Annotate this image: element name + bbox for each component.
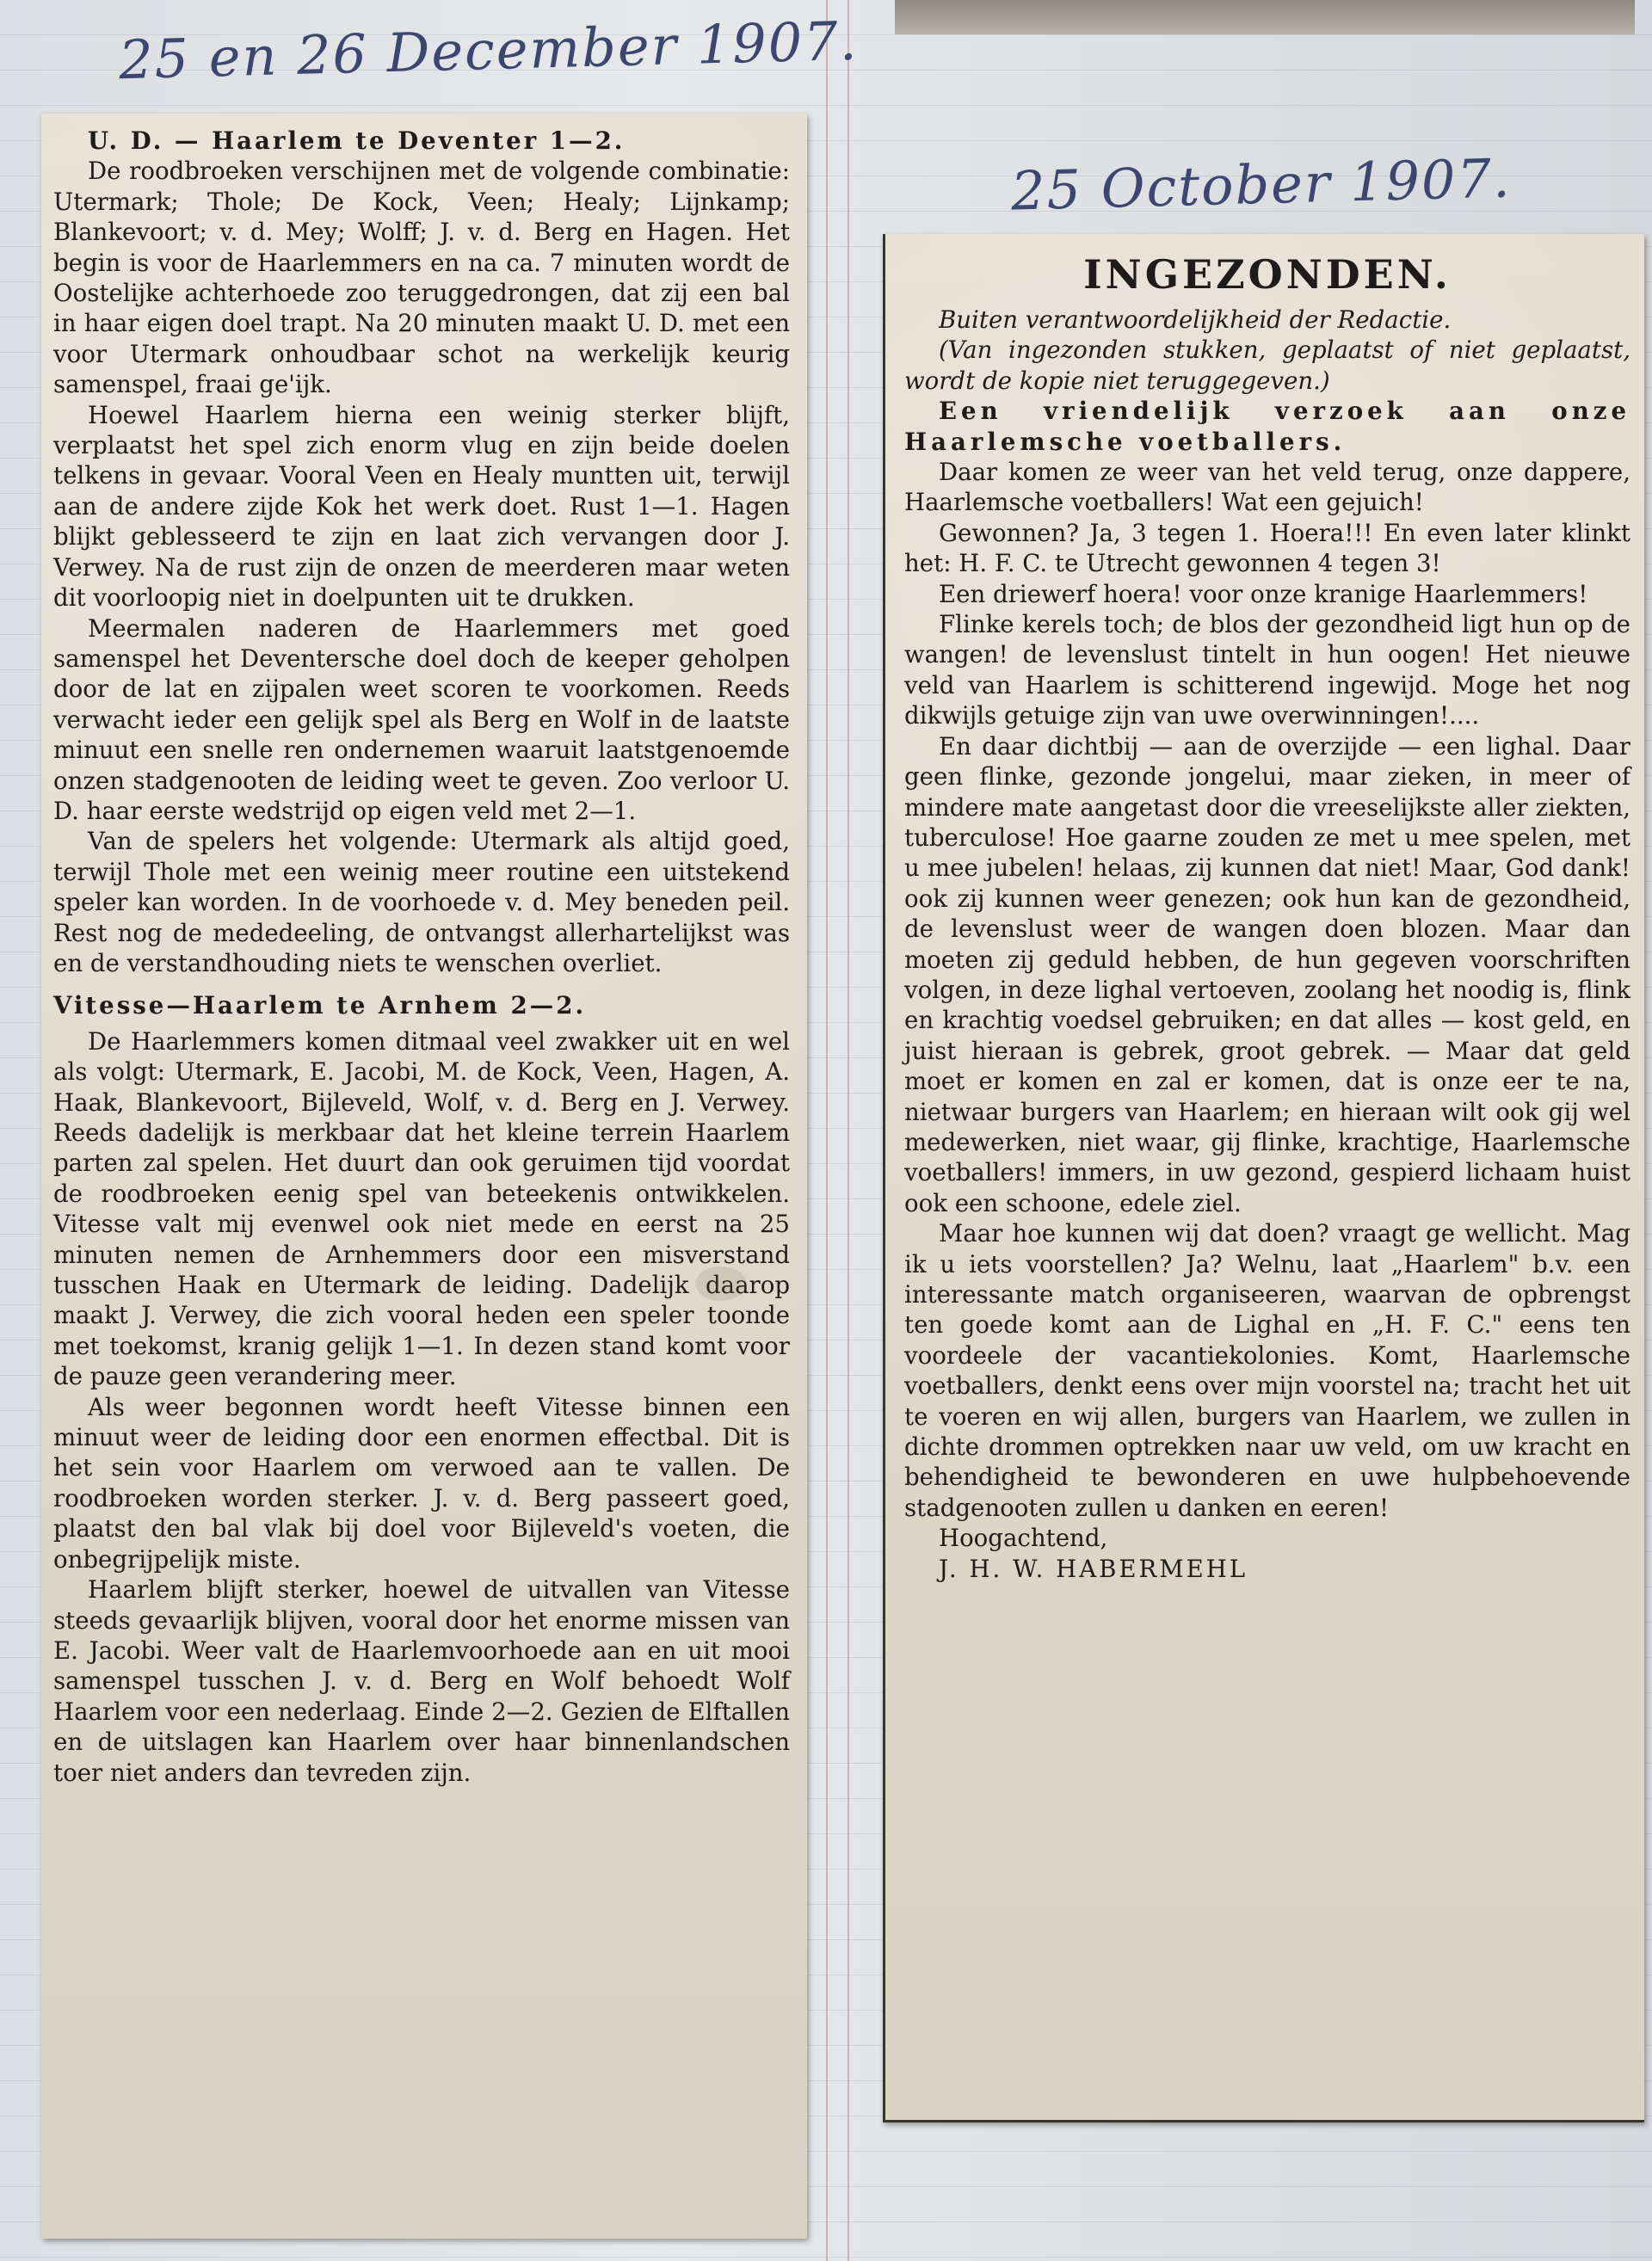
letter-signature: J. H. W. HABERMEHL	[939, 1554, 1248, 1583]
paper-stain	[695, 1266, 747, 1301]
letter-paragraph: Daar komen ze weer van het veld terug, onze dappere, Haarlemsche voetballers! Wat een gejuich!	[904, 458, 1630, 517]
letter-paragraph: En daar dichtbij — aan de overzijde — een lighal. Daar geen flinke, gezonde jongelui, maar zieken, in meer of mindere mate aangetast door die vreeselijkste aller ziekten, tuberculose! Hoe gaarne zouden ze met u mee spelen, met u mee jubelen! helaas, zij kunnen dat niet! Maar, God dank! ook zij kunnen weer genezen; ook hun kan de gezondheid, de levenslust weer de wangen doen blozen. Maar dan moeten zij geduld hebben, de hun gegeven voorschriften volgen, in deze lighal vertoeven, zoolang het noodig is, flink en krachtig voedsel gebruiken; en dat alles — kost geld, en juist hieraan is gebrek, groot gebrek. — Maar dat geld moet er komen en zal er komen, dat is onze eer te na, nietwaar burgers van Haarlem; en hieraan wilt ook gij wel medewerken, niet waar, gij flinke, krachtige, Haarlemsche voetballers! immers, in uw gezond, gespierd lichaam huist ook een schoone, edele ziel.	[904, 731, 1630, 1217]
article-paragraph: De roodbroeken verschijnen met de volgende combinatie: Utermark; Thole; De Kock, Veen; Healy; Lijnkamp; Blankevoort; v. d. Mey; Wolff; J. v. d. Berg en Hagen. Het begin is voor de Haarlemmers en na ca. 7 minuten wordt de Oostelijke achterhoede zoo teruggedrongen, dat zij een bal in haar eigen doel trapt. Na 20 minuten maakt U. D. met een voor Utermark onhoudbaar schot na werkelijk keurig samenspel, fraai ge'ijk.	[53, 157, 790, 399]
page-edge	[895, 0, 1635, 34]
letter-paragraph: Een driewerf hoera! voor onze kranige Haarlemmers!	[939, 579, 1588, 608]
article-paragraph: Als weer begonnen wordt heeft Vitesse binnen een minuut weer de leiding door een enormen effectbal. Dit is het sein voor Haarlem om verwoed aan te vallen. De roodbroeken worden sterker. J. v. d. Berg passeert goed, plaatst den bal vlak bij doel voor Bijleveld's voeten, die onbegrijpelijk miste.	[53, 1392, 790, 1574]
article-paragraph: Hoewel Haarlem hierna een weinig sterker blijft, verplaatst het spel zich enorm vlug en zijn beide doelen telkens in gevaar. Vooral Veen en Healy muntten uit, terwijl aan de andere zijde Kok het werk doet. Rust 1—1. Hagen blijkt geblesseerd te zijn en laat zich vervangen door J. Verwey. Na de rust zijn de onzen de meerderen maar weten dit voorloopig niet in doelpunten uit te drukken.	[53, 400, 790, 613]
newspaper-clipping-left	[41, 114, 807, 2239]
article-paragraph: De Haarlemmers komen ditmaal veel zwakker uit en wel als volgt: Utermark, E. Jacobi, M. de Kock, Veen, Hagen, A. Haak, Blankevoort, Bijleveld, Wolf, v. d. Berg en J. Verwey. Reeds dadelijk is merkbaar dat het kleine terrein Haarlem parten zal spelen. Het duurt dan ook geruimen tijd voordat de roodbroeken eenig spel van beteekenis ontwikkelen. Vitesse valt mij evenwel ook niet mede en eerst na 25 minuten nemen de Arnhemmers door een misverstand tusschen Haak en Utermark de leiding. Dadelijk daarop maakt J. Verwey, die zich vooral heden een speler toonde met toekomst, kranig gelijk 1—1. In dezen stand komt voor de pauze geen verandering meer.	[53, 1026, 790, 1391]
letter-paragraph: Flinke kerels toch; de blos der gezondheid ligt hun op de wangen! de levenslust tintelt in hun oogen! Het nieuwe veld van Haarlem is schitterend ingewijd. Moge het nog dikwijls getuige zijn van uwe overwinningen!....	[904, 610, 1630, 730]
newspaper-clipping-right	[883, 234, 1644, 2122]
editorial-disclaimer: Buiten verantwoordelijkheid der Redactie.	[939, 305, 1452, 334]
letter-title: Een vriendelijk verzoek aan onze Haarlemsche voetballers.	[904, 397, 1630, 456]
margin-line	[826, 0, 828, 2261]
article-paragraph: Van de spelers het volgende: Utermark als altijd goed, terwijl Thole met een weinig meer routine een uitstekend speler kan worden. In de voorhoede v. d. Mey beneden peil. Rest nog de mededeeling, de ontvangst allerhartelijkst was en de verstandhouding niets te wenschen overliet.	[53, 827, 790, 977]
headline-vitesse-haarlem: Vitesse—Haarlem te Arnhem 2—2.	[53, 991, 587, 1020]
handwritten-date-left: 25 en 26 December 1907.	[118, 9, 860, 92]
submission-note: (Van ingezonden stukken, geplaatst of niet geplaatst, wordt de kopie niet teruggegeven.)	[904, 336, 1630, 395]
handwritten-date-right: 25 October 1907.	[1010, 146, 1513, 223]
letter-paragraph: Maar hoe kunnen wij dat doen? vraagt ge wellicht. Mag ik u iets voorstellen? Ja? Welnu, laat „Haarlem" b.v. een interessante match organiseeren, waarvan de opbrengst ten goede komt aan de Lighal en „H. F. C." eens ten voordeele der vacantiekolonies. Komt, Haarlemsche voetballers, denkt eens over mijn voorstel na; tracht het uit te voeren en wij allen, burgers van Haarlem, we zullen in dichte drommen optrekken naar uw veld, om uw kracht en behendigheid te bewonderen en uwe hulpbehoevende stadgenooten zullen u danken en eeren!	[904, 1219, 1630, 1522]
article-paragraph: Meermalen naderen de Haarlemmers met goed samenspel het Deventersche doel doch de keeper geholpen door de lat en zijpalen weet scoren te voorkomen. Reeds verwacht ieder een gelijk spel als Berg en Wolf in de laatste minuut een snelle ren ondernemen waaruit laatstgenoemde onzen stadgenooten de leiding weet te geven. Zoo verloor U. D. haar eerste wedstrijd op eigen veld met 2—1.	[53, 613, 790, 825]
margin-line	[848, 0, 849, 2261]
article-paragraph: Haarlem blijft sterker, hoewel de uitvallen van Vitesse steeds gevaarlijk blijven, vooral door het enorme missen van E. Jacobi. Weer valt de Haarlemvoorhoede aan en uit mooi samenspel tusschen J. v. d. Berg en Wolf behoedt Wolf Haarlem voor een nederlaag. Einde 2—2. Gezien de Elftallen en de uitslagen kan Haarlem over haar binnenlandschen toer niet anders dan tevreden zijn.	[53, 1575, 790, 1787]
letter-signoff: Hoogachtend,	[939, 1524, 1108, 1553]
section-masthead: INGEZONDEN.	[1083, 251, 1452, 298]
headline-ud-haarlem: U. D. — Haarlem te Deventer 1—2.	[88, 126, 626, 155]
letter-paragraph: Gewonnen? Ja, 3 tegen 1. Hoera!!! En even later klinkt het: H. F. C. te Utrecht gewonnen 4 tegen 3!	[904, 518, 1630, 578]
